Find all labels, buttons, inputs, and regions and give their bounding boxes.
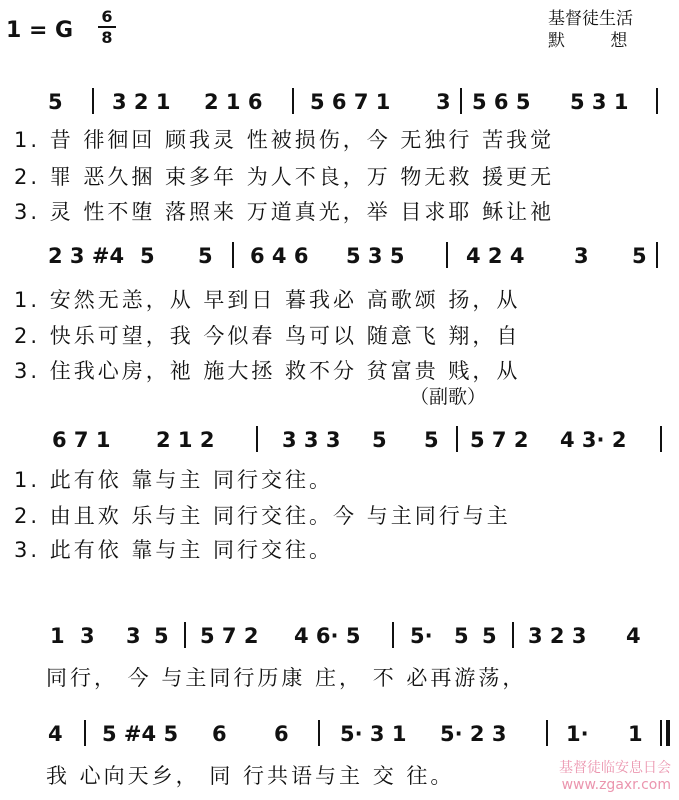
note-group: 5 3 1 [570,90,629,114]
note-group: 3 2 1 [112,90,171,114]
note-group: 5 [198,244,213,268]
barline [92,88,94,114]
barline [660,426,662,452]
note-group: 3 [436,90,451,114]
barline [446,242,448,268]
composer-label: 默 想 [548,31,648,51]
note-group: 3 [126,624,141,648]
barline [546,720,548,746]
note-group: 6 [212,722,227,746]
music-row-1 [0,90,679,120]
barline [392,622,394,648]
credits [548,8,647,52]
barline [460,88,462,114]
lyric-line-verse-2: 2. 罪 恶久捆 束多年 为人不良，万 物无救 援更无 [14,165,555,189]
note-group: 2 3 #4 [48,244,125,268]
note-group: 5 [424,428,439,452]
note-group: 2 1 6 [204,90,263,114]
note-group: 5 6 7 1 [310,90,391,114]
note-group: 1· [566,722,589,746]
lyric-line: 同行， 今 与主同行历康 庄， 不 必再游荡， [46,666,527,690]
lyric-line-verse-3: 3. 住我心房，祂 施大拯 救不分 贫富贵 贱，从 [14,359,521,383]
barline [84,720,86,746]
lyric-line-verse-1: 1. 昔 徘徊回 顾我灵 性被损伤，今 无独行 苦我觉 [14,128,555,152]
lyric-line-verse-2: 2. 由且欢 乐与主 同行交往。今 与主同行与主 [14,504,511,528]
time-denominator: 8 [101,28,113,47]
note-group: 1 [50,624,65,648]
note-group: 5· [410,624,433,648]
source-label: 基督徒生活 [548,9,633,29]
note-group: 5 [454,624,469,648]
barline [656,242,658,268]
lyric-line-verse-3: 3. 此有依 靠与主 同行交往。 [14,538,334,562]
lyric-line-verse-2: 2. 快乐可望，我 今似春 鸟可以 随意飞 翔，自 [14,324,521,348]
note-group: 4 2 4 [466,244,525,268]
lyric-line-verse-1: 1. 此有依 靠与主 同行交往。 [14,468,334,492]
lyric-line-verse-3: 3. 灵 性不堕 落照来 万道真光，举 目求耶 稣让祂 [14,200,555,224]
barline [256,426,258,452]
lyric-line: 我 心向天乡， 同 行共语与主 交 往。 [46,764,455,788]
note-group: 5· 3 1 [340,722,407,746]
time-numerator: 6 [101,7,113,26]
music-row-2 [0,244,679,274]
barline [512,622,514,648]
note-group: 5 #4 5 [102,722,179,746]
note-group: 3 [80,624,95,648]
music-row-4 [0,624,679,654]
note-group: 6 [274,722,289,746]
barline [318,720,320,746]
note-group: 5 [632,244,647,268]
note-group: 5 [48,90,63,114]
note-group: 5 [140,244,155,268]
barline [184,622,186,648]
note-group: 5 3 5 [346,244,405,268]
note-group: 5· 2 3 [440,722,507,746]
watermark-title: 基督徒临安息日会 [559,760,671,776]
barline [292,88,294,114]
watermark-url: www.zgaxr.com [561,777,671,793]
note-group: 3 [574,244,589,268]
refrain-label: （副歌） [410,386,487,408]
barline [232,242,234,268]
note-group: 5 [372,428,387,452]
note-group: 5 7 2 [200,624,259,648]
note-group: 5 [154,624,169,648]
lyric-line-verse-1: 1. 安然无恙，从 早到日 暮我必 高歌颂 扬，从 [14,288,521,312]
note-group: 5 7 2 [470,428,529,452]
final-barline [666,720,670,746]
watermark [559,760,671,794]
note-group: 4 [48,722,63,746]
note-group: 1 [628,722,643,746]
final-barline [660,720,662,746]
music-row-3 [0,428,679,458]
note-group: 6 7 1 [52,428,111,452]
note-group: 5 6 5 [472,90,531,114]
barline [456,426,458,452]
note-group: 3 3 3 [282,428,341,452]
note-group: 6 4 6 [250,244,309,268]
key-signature: 1 = G [6,18,74,43]
time-signature [98,8,116,46]
note-group: 4 3· 2 [560,428,627,452]
barline [656,88,658,114]
note-group: 5 [482,624,497,648]
note-group: 4 [626,624,641,648]
music-row-5 [0,722,679,752]
note-group: 3 2 3 [528,624,587,648]
note-group: 2 1 2 [156,428,215,452]
note-group: 4 6· 5 [294,624,361,648]
